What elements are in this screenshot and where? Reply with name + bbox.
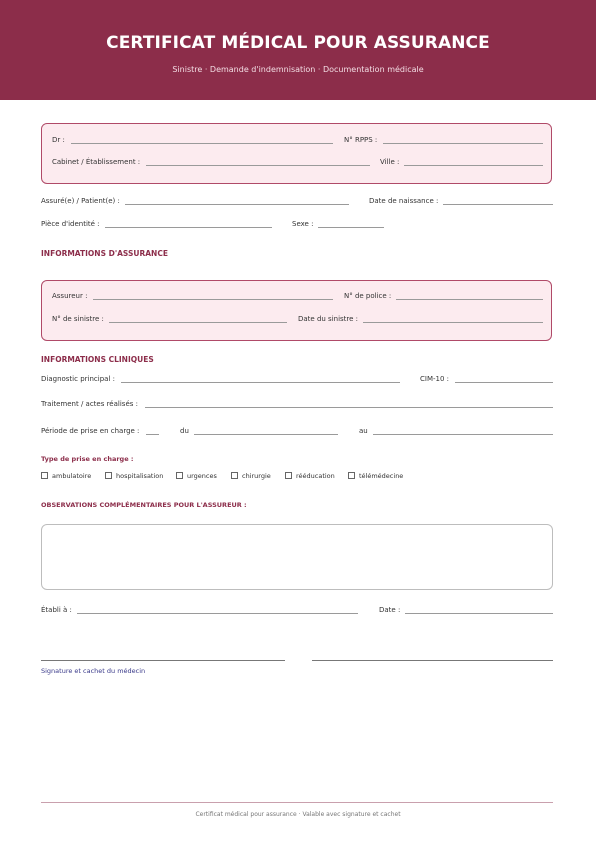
- diagnostic-label: Diagnostic principal :: [41, 375, 115, 383]
- date-field[interactable]: [405, 613, 553, 614]
- sinistre-label: N° de sinistre :: [52, 315, 104, 323]
- date-label: Date :: [379, 606, 401, 614]
- chirurgie-label: chirurgie: [242, 472, 271, 480]
- clinique-heading: INFORMATIONS CLINIQUES: [41, 355, 154, 364]
- police-field[interactable]: [396, 299, 543, 300]
- urgences-label: urgences: [187, 472, 217, 480]
- cabinet-field[interactable]: [146, 165, 370, 166]
- assure-field[interactable]: [125, 204, 349, 205]
- reeducation-checkbox[interactable]: [285, 472, 292, 479]
- periode-days-field[interactable]: [146, 434, 159, 435]
- ambulatoire-label: ambulatoire: [52, 472, 92, 480]
- dr-label: Dr :: [52, 136, 65, 144]
- footer-text: Certificat médical pour assurance · Valable avec signature et cachet: [195, 811, 401, 818]
- observations-textarea[interactable]: [41, 524, 553, 590]
- observations-heading: OBSERVATIONS COMPLÉMENTAIRES POUR L'ASSUREUR :: [41, 501, 247, 509]
- urgences-checkbox[interactable]: [176, 472, 183, 479]
- sexe-field[interactable]: [318, 227, 384, 228]
- police-label: N° de police :: [344, 292, 392, 300]
- reeducation-label: rééducation: [296, 472, 335, 480]
- telemedecine-label: télémédecine: [359, 472, 404, 480]
- rpps-label: N° RPPS :: [344, 136, 378, 144]
- cabinet-label: Cabinet / Établissement :: [52, 158, 141, 166]
- hospitalisation-label: hospitalisation: [116, 472, 164, 480]
- dr-field[interactable]: [71, 143, 333, 144]
- hospitalisation-checkbox[interactable]: [105, 472, 112, 479]
- date-sinistre-label: Date du sinistre :: [298, 315, 359, 323]
- assure-label: Assuré(e) / Patient(e) :: [41, 197, 120, 205]
- assurance-info-box: [41, 280, 552, 341]
- sexe-label: Sexe :: [292, 220, 314, 228]
- signature-line[interactable]: [41, 660, 285, 661]
- naissance-field[interactable]: [443, 204, 553, 205]
- rpps-field[interactable]: [383, 143, 543, 144]
- traitement-field[interactable]: [145, 407, 553, 408]
- cim-field[interactable]: [455, 382, 553, 383]
- au-label: au: [359, 427, 368, 435]
- piece-field[interactable]: [105, 227, 272, 228]
- cachet-line[interactable]: [312, 660, 553, 661]
- assurance-heading: INFORMATIONS D'ASSURANCE: [41, 249, 168, 258]
- assureur-label: Assureur :: [52, 292, 88, 300]
- du-label: du: [180, 427, 189, 435]
- doctor-info-box: [41, 123, 552, 184]
- assureur-field[interactable]: [93, 299, 333, 300]
- cim-label: CIM-10 :: [420, 375, 450, 383]
- du-field[interactable]: [194, 434, 338, 435]
- sinistre-field[interactable]: [109, 322, 287, 323]
- au-field[interactable]: [373, 434, 553, 435]
- signature-caption: Signature et cachet du médecin: [41, 667, 146, 675]
- periode-label: Période de prise en charge :: [41, 427, 140, 435]
- footer-divider: [41, 802, 553, 803]
- ville-label: Ville :: [380, 158, 400, 166]
- traitement-label: Traitement / actes réalisés :: [41, 400, 138, 408]
- prise-en-charge-heading: Type de prise en charge :: [41, 455, 134, 463]
- telemedecine-checkbox[interactable]: [348, 472, 355, 479]
- date-sinistre-field[interactable]: [363, 322, 543, 323]
- chirurgie-checkbox[interactable]: [231, 472, 238, 479]
- page-subtitle: Sinistre · Demande d'indemnisation · Documentation médicale: [172, 65, 424, 74]
- diagnostic-field[interactable]: [121, 382, 400, 383]
- naissance-label: Date de naissance :: [369, 197, 439, 205]
- page-header: [0, 0, 596, 100]
- ambulatoire-checkbox[interactable]: [41, 472, 48, 479]
- page-title: CERTIFICAT MÉDICAL POUR ASSURANCE: [106, 33, 490, 53]
- etabli-label: Établi à :: [41, 606, 72, 614]
- etabli-field[interactable]: [77, 613, 358, 614]
- piece-label: Pièce d'identité :: [41, 220, 100, 228]
- ville-field[interactable]: [404, 165, 543, 166]
